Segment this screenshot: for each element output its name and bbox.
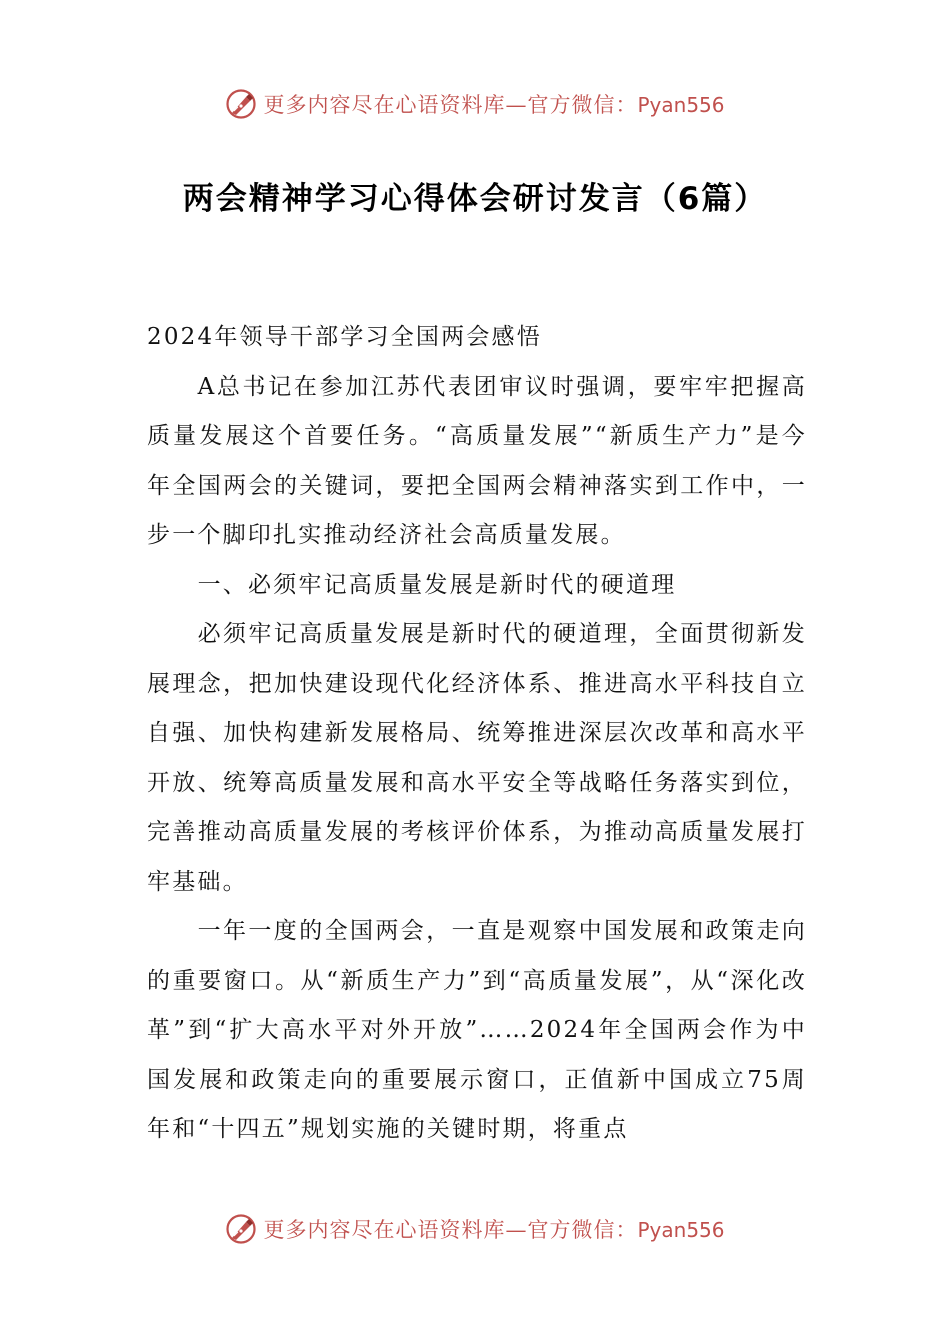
watermark-text: 更多内容尽在心语资料库—官方微信：Pyan556 xyxy=(263,93,725,117)
body-paragraph: 一年一度的全国两会，一直是观察中国发展和政策走向的重要窗口。从“新质生产力”到“高质量发展”，从“深化改革”到“扩大高水平对外开放”……2024年全国两会作为中国发展和政策走向的重要展示窗口，正值新中国成立75周年和“十四五”规划实施的关键时期，将重点 xyxy=(147,918,807,1142)
document-body xyxy=(147,313,807,1155)
section-subtitle: 2024年领导干部学习全国两会感悟 xyxy=(147,324,542,350)
pen-nib-logo-icon xyxy=(225,88,257,120)
wechat-id: Pyan556 xyxy=(637,1218,725,1242)
body-paragraph: A总书记在参加江苏代表团审议时强调，要牢牢把握高质量发展这个首要任务。“高质量发展”“新质生产力”是今年全国两会的关键词，要把全国两会精神落实到工作中，一步一个脚印扎实推动经济社会高质量发展。 xyxy=(147,373,807,548)
watermark-text: 更多内容尽在心语资料库—官方微信：Pyan556 xyxy=(263,1218,725,1242)
watermark-footer xyxy=(0,1209,950,1249)
wechat-id: Pyan556 xyxy=(637,93,725,117)
pen-nib-logo-icon xyxy=(225,1213,257,1245)
watermark-header xyxy=(0,84,950,124)
document-title: 两会精神学习心得体会研讨发言（6篇） xyxy=(182,181,768,217)
body-paragraph: 必须牢记高质量发展是新时代的硬道理，全面贯彻新发展理念，把加快建设现代化经济体系、推进高水平科技自立自强、加快构建新发展格局、统筹推进深层次改革和高水平开放、统筹高质量发展和高水平安全等战略任务落实到位，完善推动高质量发展的考核评价体系，为推动高质量发展打牢基础。 xyxy=(147,621,807,895)
section-heading: 一、必须牢记高质量发展是新时代的硬道理 xyxy=(197,571,677,598)
